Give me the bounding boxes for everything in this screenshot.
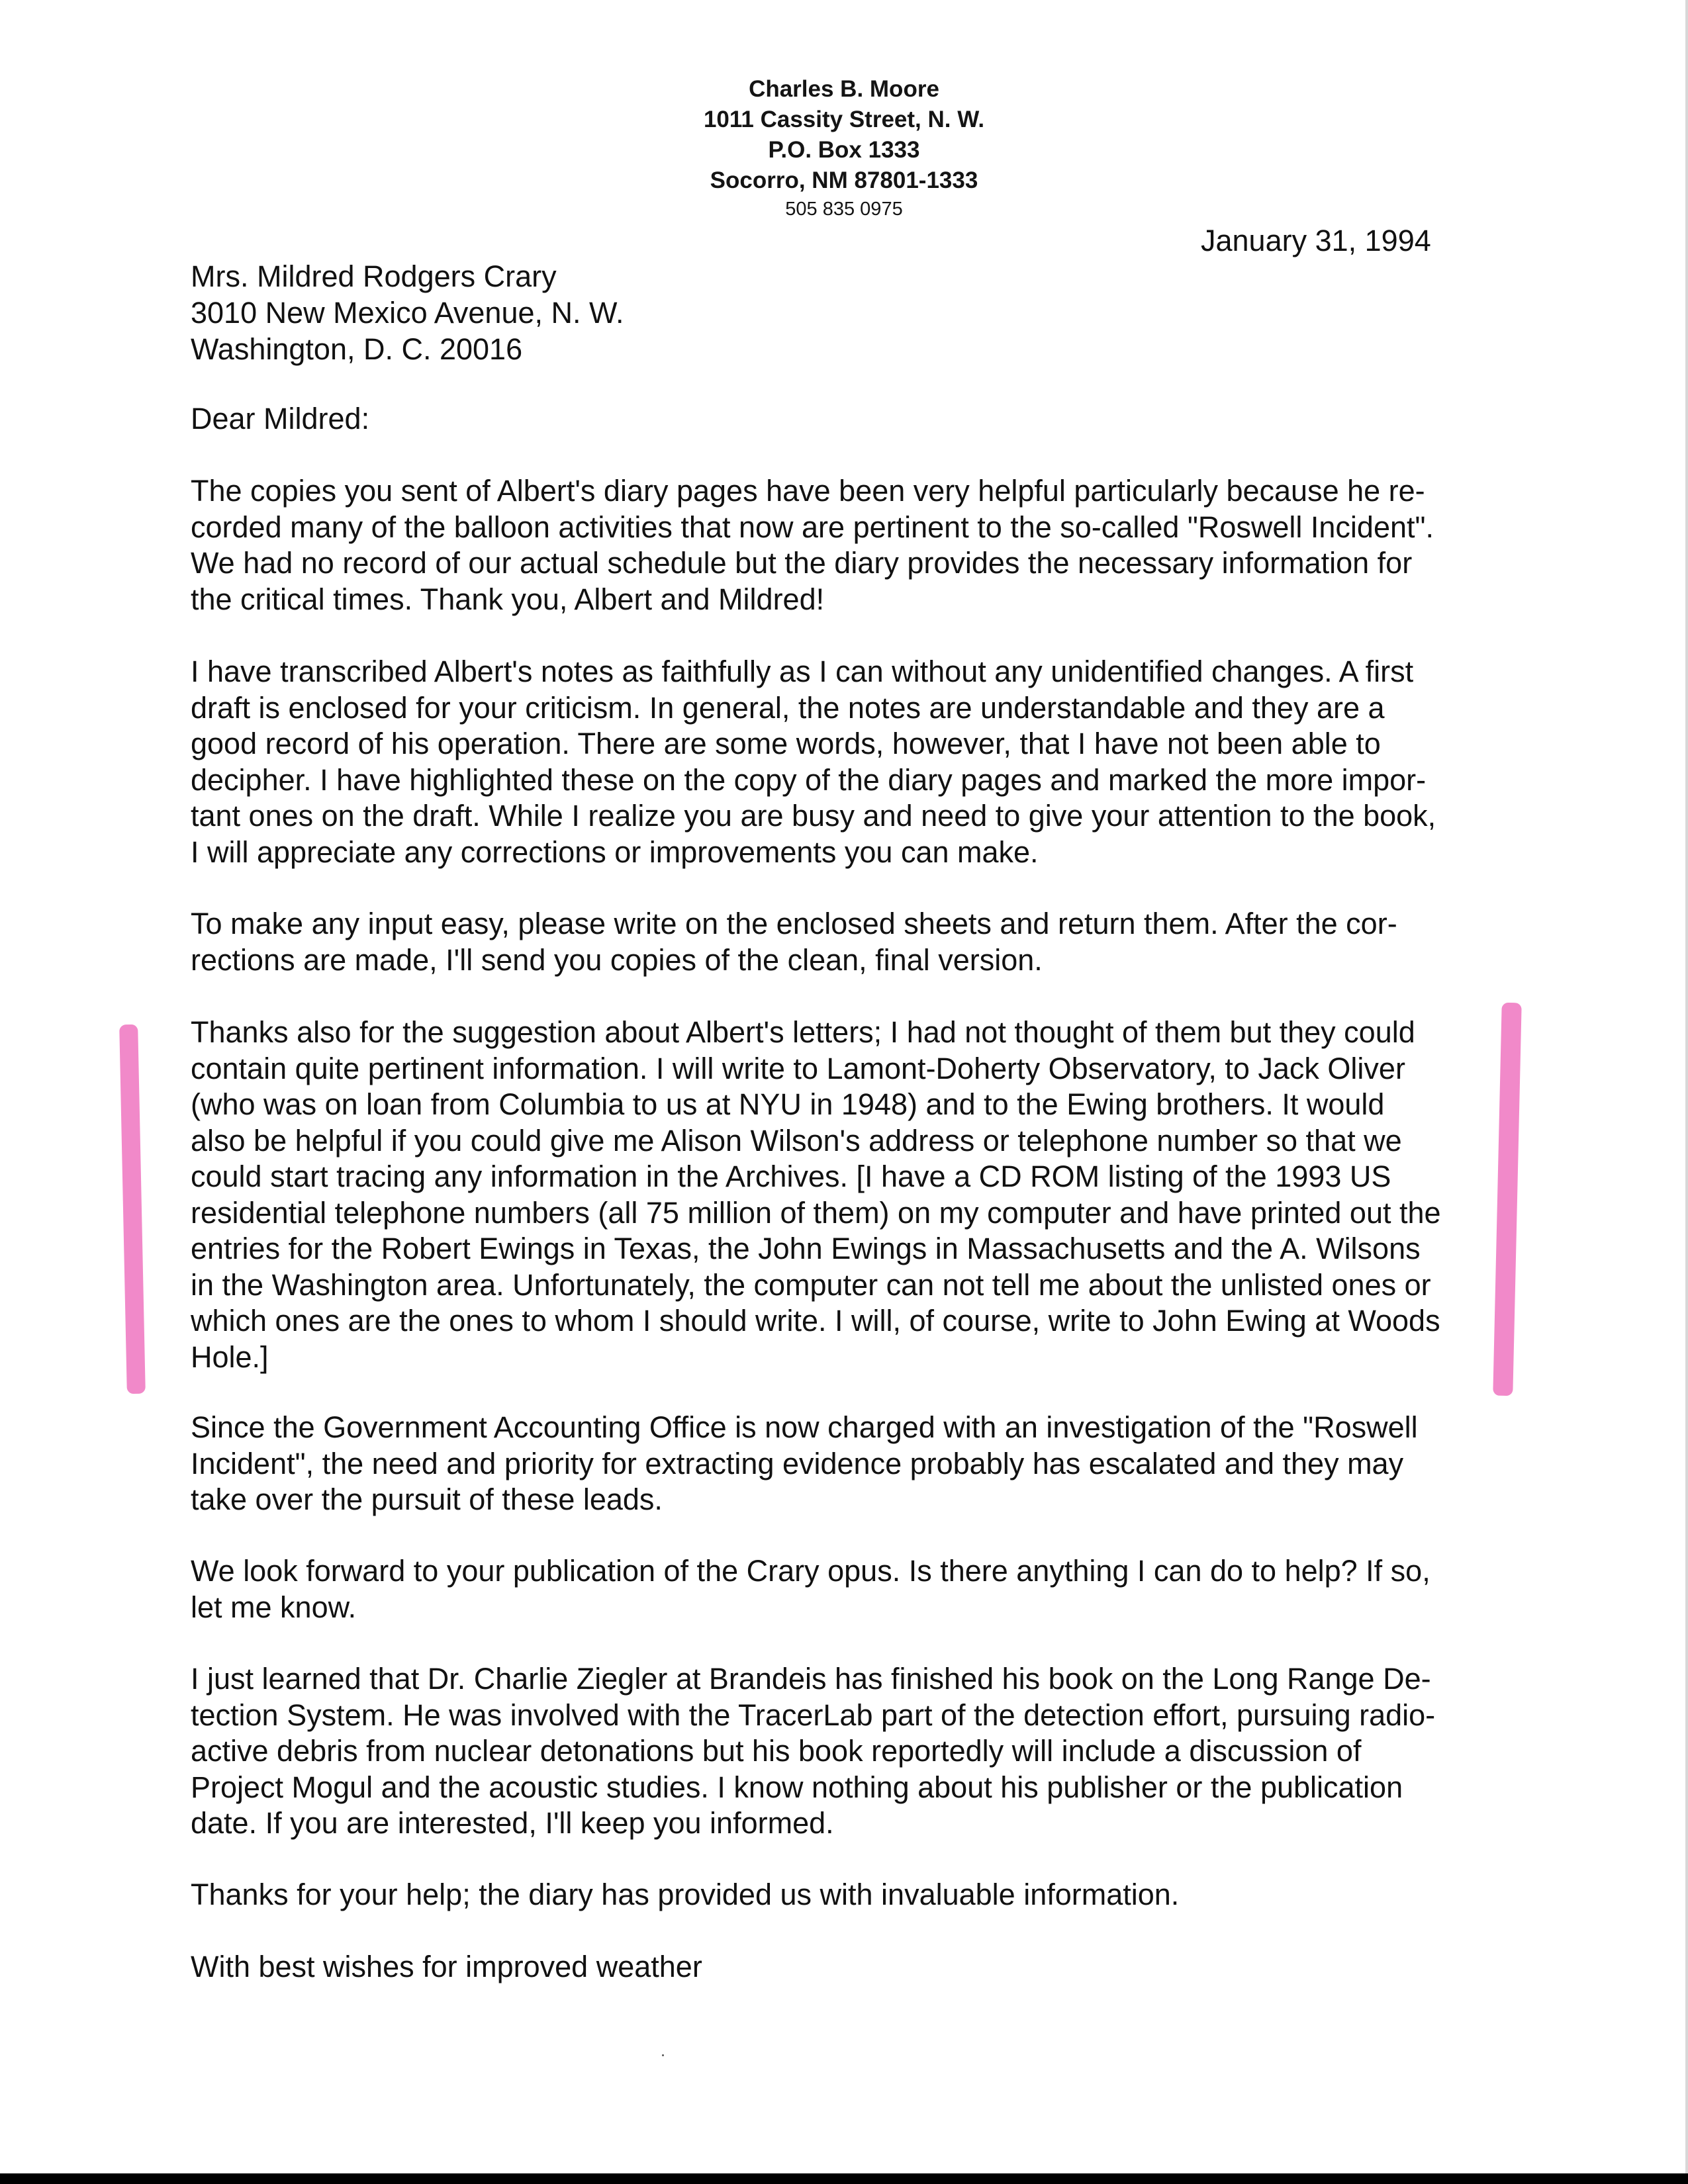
sender-phone: 505 835 0975 [785, 199, 903, 220]
paragraph-line: also be helpful if you could give me Alison Wilson's address or telephone number so that we [191, 1123, 1402, 1158]
recipient-street: 3010 New Mexico Avenue, N. W. [191, 296, 624, 330]
paragraph-line: I have transcribed Albert's notes as faithfully as I can without any unidentified changes. A first [191, 655, 1414, 688]
paragraph-crary-opus [191, 1553, 1430, 1625]
letter-date: January 31, 1994 [1201, 224, 1431, 257]
paragraph-line: entries for the Robert Ewings in Texas, the John Ewings in Massachusetts and the A. Wilsons [191, 1232, 1421, 1265]
paragraph-line: To make any input easy, please write on the enclosed sheets and return them. After the cor- [191, 907, 1397, 940]
paragraph-line: We had no record of our actual schedule but the diary provides the necessary information for [191, 546, 1413, 580]
paragraph-line: take over the pursuit of these leads. [191, 1482, 663, 1516]
paragraph-line: Thanks for your help; the diary has provided us with invaluable information. [191, 1878, 1180, 1911]
paragraph-line: contain quite pertinent information. I will write to Lamont-Doherty Observatory, to Jack Oliver [191, 1051, 1405, 1085]
closing-line: With best wishes for improved weather [191, 1950, 702, 1983]
paragraph-line: We look forward to your publication of the Crary opus. Is there anything I can do to help? If so, [191, 1554, 1430, 1588]
sender-po-box: P.O. Box 1333 [768, 137, 920, 163]
paragraph-line: Incident", the need and priority for extracting evidence probably has escalated and they may [191, 1446, 1404, 1480]
scan-speck [662, 2054, 664, 2056]
paragraph-line: tection System. He was involved with the TracerLab part of the detection effort, pursuing radio- [191, 1698, 1436, 1732]
paragraph-alberts-letters [191, 1015, 1441, 1375]
highlighter-mark-right [1493, 1003, 1521, 1396]
paragraph-diary-thanks [191, 473, 1434, 617]
paragraph-line: good record of his operation. There are some words, however, that I have not been able to [191, 727, 1381, 760]
paragraph-line: draft is enclosed for your criticism. In general, the notes are understandable and they are a [191, 690, 1385, 725]
highlighter-mark-left [119, 1024, 146, 1394]
sender-name: Charles B. Moore [749, 76, 939, 102]
paragraph-line: (who was on loan from Columbia to us at NYU in 1948) and to the Ewing brothers. It would [191, 1087, 1385, 1121]
paragraph-line: Project Mogul and the acoustic studies. I know nothing about his publisher or the publication [191, 1770, 1403, 1804]
paragraph-line: I will appreciate any corrections or improvements you can make. [191, 835, 1039, 869]
scan-edge-right [1685, 0, 1688, 2184]
recipient-name: Mrs. Mildred Rodgers Crary [191, 259, 557, 293]
recipient-city: Washington, D. C. 20016 [191, 332, 523, 366]
scan-edge-bottom [0, 2173, 1688, 2184]
paragraph-thanks [191, 1877, 1179, 1913]
paragraph-line: Thanks also for the suggestion about Albert's letters; I had not thought of them but they could [191, 1015, 1415, 1049]
closing [191, 1949, 702, 1985]
paragraph-line: active debris from nuclear detonations but his book reportedly will include a discussion of [191, 1734, 1362, 1768]
paragraph-line: Since the Government Accounting Office is now charged with an investigation of the "Roswell [191, 1410, 1418, 1444]
paragraph-line: I just learned that Dr. Charlie Ziegler at Brandeis has finished his book on the Long Range De- [191, 1662, 1431, 1696]
letterhead [0, 74, 1688, 222]
paragraph-line: could start tracing any information in the Archives. [I have a CD ROM listing of the 1993 US [191, 1160, 1391, 1193]
sender-street: 1011 Cassity Street, N. W. [703, 107, 985, 132]
paragraph-line: The copies you sent of Albert's diary pages have been very helpful particularly because he re- [191, 474, 1425, 508]
paragraph-line: rections are made, I'll send you copies of the clean, final version. [191, 942, 1043, 977]
paragraph-line: let me know. [191, 1590, 357, 1624]
sender-city: Socorro, NM 87801-1333 [710, 167, 978, 193]
paragraph-transcription [191, 654, 1436, 870]
paragraph-gao-investigation [191, 1410, 1418, 1518]
paragraph-line: the critical times. Thank you, Albert and Mildred! [191, 582, 825, 616]
paragraph-input-instructions [191, 906, 1397, 978]
paragraph-ziegler-book [191, 1661, 1435, 1842]
paragraph-line: which ones are the ones to whom I should write. I will, of course, write to John Ewing at Woods [191, 1304, 1440, 1338]
paragraph-line: in the Washington area. Unfortunately, the computer can not tell me about the unlisted ones or [191, 1267, 1431, 1302]
paragraph-line: residential telephone numbers (all 75 million of them) on my computer and have printed out the [191, 1195, 1441, 1230]
salutation: Dear Mildred: [191, 402, 370, 435]
paragraph-line: Hole.] [191, 1340, 269, 1374]
paragraph-line: tant ones on the draft. While I realize you are busy and need to give your attention to the book, [191, 799, 1436, 833]
paragraph-line: decipher. I have highlighted these on the copy of the diary pages and marked the more impor- [191, 762, 1427, 797]
paragraph-line: corded many of the balloon activities that now are pertinent to the so-called "Roswell Incident". [191, 510, 1434, 544]
recipient-address [191, 258, 624, 367]
paragraph-line: date. If you are interested, I'll keep you informed. [191, 1806, 834, 1840]
